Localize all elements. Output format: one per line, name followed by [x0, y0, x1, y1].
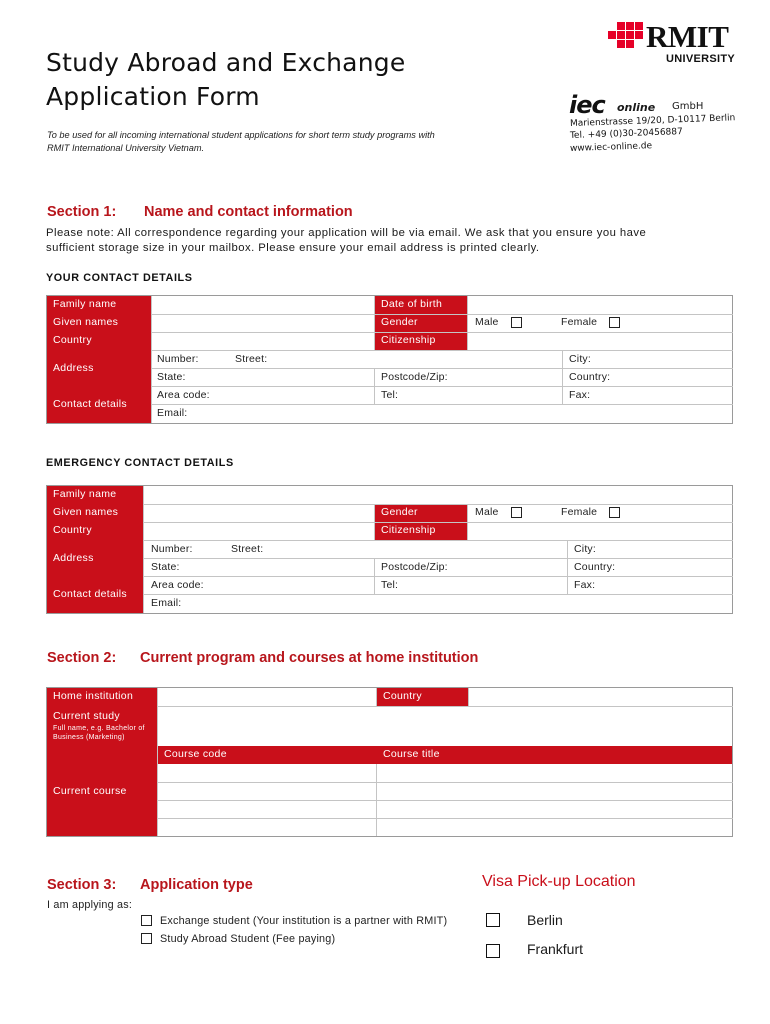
- program-country-field[interactable]: [469, 688, 732, 706]
- em-label-gender: Gender: [375, 504, 467, 522]
- em-gender-female-checkbox[interactable]: [609, 507, 620, 518]
- col-divider: [374, 558, 375, 594]
- rmit-subtitle: UNIVERSITY: [666, 53, 736, 65]
- section1-note-line2: sufficient storage size in your mailbox. Please ensure your email address is printed clearly.: [46, 242, 540, 254]
- email-label: Email:: [157, 407, 188, 419]
- iec-logo-icon: iec: [569, 91, 605, 119]
- area-code-label: Area code:: [157, 389, 210, 401]
- em-address-number-label: Number:: [151, 543, 193, 555]
- em-address-postcode-label: Postcode/Zip:: [381, 561, 448, 573]
- study-abroad-checkbox[interactable]: [141, 933, 152, 944]
- iec-stamp: [569, 91, 744, 154]
- em-address-city-label: City:: [574, 543, 596, 555]
- label-given-names: Given names: [47, 314, 151, 332]
- course-title-cell[interactable]: [377, 819, 732, 836]
- form-title: [46, 46, 405, 114]
- em-label-contact-details: Contact details: [47, 576, 143, 613]
- em-fax-label: Fax:: [574, 579, 596, 591]
- gender-male-label: Male: [475, 316, 499, 328]
- row-divider: [143, 576, 733, 577]
- label-contact-details: Contact details: [47, 386, 151, 423]
- citizenship-field[interactable]: [468, 332, 732, 350]
- label-current-study: [47, 706, 157, 746]
- exchange-student-label: Exchange student (Your institution is a partner with RMIT): [160, 915, 448, 927]
- contact-table: [46, 295, 733, 424]
- berlin-label: Berlin: [527, 912, 563, 928]
- course-title-header: Course title: [383, 748, 440, 760]
- fax-label: Fax:: [569, 389, 591, 401]
- course-code-header: Course code: [164, 748, 227, 760]
- contact-details-heading: YOUR CONTACT DETAILS: [46, 272, 193, 284]
- section3-number: Section 3:: [47, 877, 117, 893]
- row-divider: [151, 368, 733, 369]
- col-divider: [374, 296, 375, 350]
- label-gender: Gender: [375, 314, 467, 332]
- current-study-field[interactable]: [158, 707, 732, 746]
- visa-pickup-title: Visa Pick-up Location: [482, 873, 636, 890]
- em-address-country-label: Country:: [574, 561, 616, 573]
- rmit-pixel-mark-icon: [608, 22, 643, 48]
- rmit-logo: [608, 19, 743, 72]
- course-code-cell[interactable]: [158, 801, 376, 818]
- iec-address: Marienstrasse 19/20, D-10117 Berlin: [569, 113, 736, 129]
- iec-phone: Tel. +49 (0)30-20456887: [569, 127, 683, 141]
- study-abroad-label: Study Abroad Student (Fee paying): [160, 933, 336, 945]
- iec-online-text: online: [617, 101, 656, 114]
- gender-male-checkbox[interactable]: [511, 317, 522, 328]
- program-table: [46, 687, 733, 837]
- address-country-label: Country:: [569, 371, 611, 383]
- row-divider: [151, 332, 733, 333]
- em-label-address: Address: [47, 540, 143, 576]
- address-city-label: City:: [569, 353, 591, 365]
- course-code-cell[interactable]: [158, 764, 376, 782]
- em-family-name-field[interactable]: [144, 486, 732, 504]
- em-label-family-name: Family name: [47, 486, 143, 504]
- col-divider: [143, 486, 144, 613]
- em-label-given-names: Given names: [47, 504, 143, 522]
- intro-text: [47, 129, 527, 154]
- berlin-checkbox[interactable]: [486, 913, 500, 927]
- tel-label: Tel:: [381, 389, 399, 401]
- section1-title: Name and contact information: [144, 204, 353, 220]
- row-divider: [151, 314, 733, 315]
- frankfurt-checkbox[interactable]: [486, 944, 500, 958]
- course-title-cell[interactable]: [377, 764, 732, 782]
- row-divider: [143, 594, 733, 595]
- em-label-citizenship: Citizenship: [375, 522, 467, 540]
- label-citizenship: Citizenship: [375, 332, 467, 350]
- row-divider: [151, 404, 733, 405]
- col-divider: [467, 296, 468, 350]
- section2-number: Section 2:: [47, 650, 117, 666]
- course-title-cell[interactable]: [377, 783, 732, 800]
- em-country-field[interactable]: [144, 522, 374, 540]
- intro-line2: RMIT International University Vietnam.: [47, 142, 205, 153]
- section3-title: Application type: [140, 877, 253, 893]
- col-divider: [567, 540, 568, 594]
- course-header-row: [158, 746, 732, 764]
- col-divider: [468, 688, 469, 706]
- date-of-birth-field[interactable]: [468, 296, 732, 314]
- row-divider: [143, 558, 733, 559]
- iec-web: www.iec-online.de: [569, 141, 653, 154]
- applying-as-label: I am applying as:: [47, 899, 133, 911]
- col-divider: [376, 688, 377, 706]
- label-date-of-birth: Date of birth: [375, 296, 467, 314]
- address-street-label: Street:: [235, 353, 268, 365]
- intro-line1: To be used for all incoming international student applications for short term study programs with: [47, 130, 435, 140]
- col-divider: [467, 504, 468, 540]
- em-tel-label: Tel:: [381, 579, 399, 591]
- exchange-student-checkbox[interactable]: [141, 915, 152, 926]
- em-gender-male-label: Male: [475, 506, 499, 518]
- gender-female-label: Female: [561, 316, 598, 328]
- label-home-institution: Home institution: [47, 688, 157, 706]
- row-divider: [151, 386, 733, 387]
- course-title-cell[interactable]: [377, 801, 732, 818]
- course-code-cell[interactable]: [158, 783, 376, 800]
- rmit-wordmark: RMIT: [646, 19, 729, 54]
- em-address-state-label: State:: [151, 561, 180, 573]
- iec-gmbh-text: GmbH: [672, 101, 704, 112]
- em-gender-female-label: Female: [561, 506, 598, 518]
- family-name-field[interactable]: [152, 296, 374, 314]
- label-current-course: Current course: [47, 746, 157, 836]
- label-country: Country: [47, 332, 151, 350]
- course-code-cell[interactable]: [158, 819, 376, 836]
- section1-note: [46, 226, 726, 256]
- address-number-label: Number:: [157, 353, 199, 365]
- address-state-label: State:: [157, 371, 186, 383]
- home-institution-field[interactable]: [158, 688, 376, 706]
- col-divider: [374, 368, 375, 404]
- row-divider: [143, 504, 733, 505]
- label-program-country: Country: [377, 688, 468, 706]
- col-divider: [151, 296, 152, 423]
- em-given-names-field[interactable]: [144, 504, 374, 522]
- row-divider: [143, 540, 733, 541]
- label-family-name: Family name: [47, 296, 151, 314]
- form-title-line1: Study Abroad and Exchange: [46, 48, 406, 77]
- row-divider: [157, 706, 733, 707]
- current-study-label: Current study: [53, 710, 120, 722]
- col-divider: [374, 504, 375, 540]
- form-title-line2: Application Form: [46, 82, 260, 111]
- current-study-hint: Full name, e.g. Bachelor of Business (Marketing): [53, 725, 145, 741]
- em-address-street-label: Street:: [231, 543, 264, 555]
- em-citizenship-field[interactable]: [468, 522, 732, 540]
- em-area-code-label: Area code:: [151, 579, 204, 591]
- em-label-country: Country: [47, 522, 143, 540]
- frankfurt-label: Frankfurt: [527, 941, 584, 957]
- row-divider: [151, 350, 733, 351]
- em-email-label: Email:: [151, 597, 182, 609]
- emergency-details-heading: EMERGENCY CONTACT DETAILS: [46, 457, 234, 469]
- section1-note-line1: Please note: All correspondence regarding your application will be via email. We ask that you ensure you have: [46, 227, 647, 239]
- col-divider: [562, 350, 563, 404]
- em-gender-male-checkbox[interactable]: [511, 507, 522, 518]
- section2-title: Current program and courses at home institution: [140, 650, 479, 666]
- label-address: Address: [47, 350, 151, 386]
- given-names-field[interactable]: [152, 314, 374, 332]
- country-field[interactable]: [152, 332, 374, 350]
- section1-number: Section 1:: [47, 204, 117, 220]
- address-postcode-label: Postcode/Zip:: [381, 371, 448, 383]
- row-divider: [143, 522, 733, 523]
- emergency-table: [46, 485, 733, 614]
- gender-female-checkbox[interactable]: [609, 317, 620, 328]
